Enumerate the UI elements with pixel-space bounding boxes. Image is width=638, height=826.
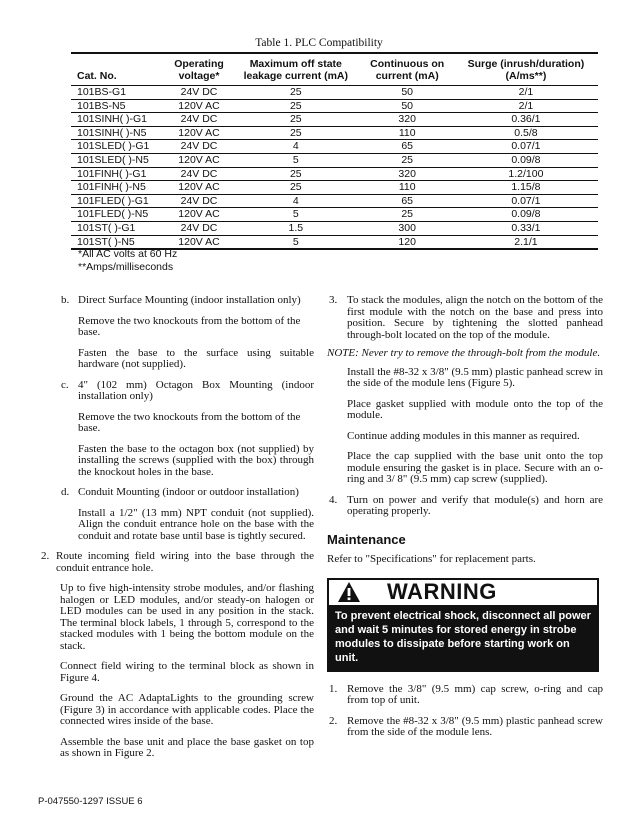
step-label: 3. (329, 294, 338, 306)
table-cell: 0.33/1 (454, 221, 598, 235)
table-row (71, 235, 598, 249)
step-b (36, 295, 314, 307)
table-cell: 4 (231, 194, 361, 208)
warning-triangle-icon (337, 581, 361, 603)
paragraph: Install a 1/2" (13 mm) NPT conduit (not supplied). Align the conduit entrance hole on the base with the conduit and rotate base until base is tightly secured. (78, 506, 314, 542)
paragraph: Remove the two knockouts from the bottom of the base. (78, 410, 301, 434)
paragraph: Assemble the base unit and place the base gasket on top as shown in Figure 2. (60, 735, 314, 759)
table-cell: 320 (361, 167, 454, 181)
step-title: Turn on power and verify that module(s) and horn are operating properly. (347, 493, 603, 517)
table-cell: 50 (361, 99, 454, 113)
column-header-line: Operating (174, 58, 224, 70)
warning-header (329, 580, 597, 605)
table-cell: 0.09/8 (454, 208, 598, 222)
column-header-line: voltage* (178, 70, 220, 82)
column-header-line: (A/ms**) (505, 70, 547, 82)
table-header (71, 53, 598, 86)
warning-text: To prevent electrical shock, disconnect all power and wait 5 minutes for stored energy in strobe modules to dissipate before starting work on unit. (329, 605, 597, 670)
paragraph: Connect field wiring to the terminal block as shown in Figure 4. (60, 660, 314, 684)
document-footer: P-047550-1297 ISSUE 6 (38, 796, 143, 807)
step-d (36, 487, 314, 499)
paragraph: Fasten the base to the octagon box (not supplied) by installing the screws (supplied with the box) through the knockout holes in the base. (78, 442, 314, 478)
plc-compatibility-table (71, 52, 598, 250)
table-cell: 2/1 (454, 86, 598, 100)
paragraph: Place the cap supplied with the base unit onto the top module ensuring the gasket is in place. Secure with an o-ring and 3/ 8" (9.5 mm) cap screw (supplied). (347, 450, 603, 485)
header-row (71, 53, 598, 86)
column-header-line: current (mA) (375, 70, 439, 82)
table-row (71, 126, 598, 140)
table-cell: 0.36/1 (454, 113, 598, 127)
table-cell: 101SINH( )-N5 (71, 126, 167, 140)
table-cell: 101FLED( )-N5 (71, 208, 167, 222)
step-3 (327, 295, 603, 341)
table-cell: 120V AC (167, 208, 231, 222)
table-cell: 24V DC (167, 113, 231, 127)
paragraph: Ground the AC AdaptaLights to the grounding screw (Figure 3) in accordance with applicable codes. Place the connected wires inside of the base. (60, 692, 314, 727)
step-2 (36, 551, 314, 574)
step-label: 1. (329, 682, 338, 695)
table-cell: 25 (231, 99, 361, 113)
step-title: To stack the modules, align the notch on the bottom of the first module with the notch on the base and press into position. Secure by tightening the slotted panhead through-bolt located on the top of the module. (347, 294, 603, 341)
table-cell: 25 (361, 153, 454, 167)
table-cell: 0.5/8 (454, 126, 598, 140)
table-cell: 65 (361, 194, 454, 208)
table-cell: 101BS-N5 (71, 99, 167, 113)
table-cell: 110 (361, 181, 454, 195)
table-cell: 4 (231, 140, 361, 154)
table-cell: 101FINH( )-N5 (71, 181, 167, 195)
table-cell: 0.09/8 (454, 153, 598, 167)
step-title: 4" (102 mm) Octagon Box Mounting (indoor installation only) (78, 378, 314, 402)
step-c (36, 380, 314, 403)
column-header-line: Continuous on (370, 58, 445, 70)
maint-step-2 (327, 716, 603, 739)
column-header-line: Maximum off state (249, 58, 342, 70)
column-header-line: Surge (inrush/duration) (467, 58, 585, 70)
table-cell: 0.07/1 (454, 194, 598, 208)
step-label: b. (61, 294, 70, 306)
table-row (71, 221, 598, 235)
table-cell: 101SLED( )-G1 (71, 140, 167, 154)
table-caption: Table 1. PLC Compatibility (255, 37, 383, 49)
table-cell: 1.5 (231, 221, 361, 235)
table-cell: 120V AC (167, 153, 231, 167)
table-row (71, 86, 598, 100)
paragraph: Place gasket supplied with module onto the top of the module. (347, 397, 603, 421)
table-cell: 110 (361, 126, 454, 140)
table-cell: 101FINH( )-G1 (71, 167, 167, 181)
step-text: Remove the 3/8" (9.5 mm) cap screw, o-ring and cap from top of unit. (347, 682, 603, 706)
table-row (71, 113, 598, 127)
column-header (454, 53, 598, 86)
warning-box (327, 578, 599, 672)
table-cell: 25 (231, 86, 361, 100)
section-heading: Maintenance (327, 531, 406, 547)
table-row (71, 208, 598, 222)
table-cell: 120V AC (167, 235, 231, 249)
table-cell: 2.1/1 (454, 235, 598, 249)
table-cell: 120V AC (167, 99, 231, 113)
step-title: Direct Surface Mounting (indoor installation only) (78, 294, 301, 306)
column-header-line: Cat. No. (77, 70, 117, 82)
table-cell: 25 (231, 126, 361, 140)
table-cell: 120V AC (167, 126, 231, 140)
table-cell: 5 (231, 153, 361, 167)
right-column (327, 295, 603, 739)
table-note: *All AC volts at 60 Hz (78, 248, 178, 260)
left-column (36, 295, 314, 760)
table-row (71, 194, 598, 208)
table-row (71, 153, 598, 167)
step-label: 2. (41, 550, 50, 562)
paragraph: Remove the two knockouts from the bottom of the base. (78, 314, 301, 338)
table-cell: 5 (231, 235, 361, 249)
paragraph: Refer to "Specifications" for replacement parts. (327, 553, 536, 565)
table-cell: 2/1 (454, 99, 598, 113)
table-cell: 300 (361, 221, 454, 235)
column-header (231, 53, 361, 86)
step-label: d. (61, 486, 70, 498)
table-cell: 101FLED( )-G1 (71, 194, 167, 208)
column-header (71, 53, 167, 86)
column-header (167, 53, 231, 86)
table-cell: 101ST( )-G1 (71, 221, 167, 235)
table-cell: 101SINH( )-G1 (71, 113, 167, 127)
column-header-line (77, 58, 165, 70)
step-text: Remove the #8-32 x 3/8" (9.5 mm) plastic panhead screw from the side of the module lens. (347, 714, 603, 738)
table-cell: 24V DC (167, 86, 231, 100)
paragraph: Install the #8-32 x 3/8" (9.5 mm) plastic panhead screw in the side of the module lens (Figure 5). (347, 365, 603, 389)
step-label: 2. (329, 714, 338, 727)
table-cell: 0.07/1 (454, 140, 598, 154)
warning-title: WARNING (387, 579, 497, 605)
step-title: Route incoming field wiring into the base through the conduit entrance hole. (56, 550, 314, 574)
table-body (71, 86, 598, 250)
table-cell: 5 (231, 208, 361, 222)
step-4 (327, 495, 603, 518)
table-cell: 101SLED( )-N5 (71, 153, 167, 167)
column-header-line: leakage current (mA) (243, 70, 349, 82)
table-cell: 50 (361, 86, 454, 100)
table-notes (78, 248, 177, 274)
table-cell: 24V DC (167, 221, 231, 235)
table-cell: 320 (361, 113, 454, 127)
table-cell: 24V DC (167, 167, 231, 181)
paragraph: Up to five high-intensity strobe modules, and/or flashing halogen or LED modules, and/or steady-on halogen or LED modules can be used in any position in the stack. The terminal block labels, 1 through 5, correspond to the stacked modules with 1 being the bottom module on the stack. (60, 582, 314, 652)
table-cell: 25 (231, 113, 361, 127)
table-cell: 24V DC (167, 194, 231, 208)
step-title: Conduit Mounting (indoor or outdoor installation) (78, 486, 299, 498)
maint-step-1 (327, 684, 603, 707)
table-note: **Amps/milliseconds (78, 261, 174, 273)
step-label: c. (61, 378, 69, 391)
table-cell: 65 (361, 140, 454, 154)
table-cell: 25 (231, 181, 361, 195)
table-cell: 1.2/100 (454, 167, 598, 181)
table-row (71, 99, 598, 113)
table-cell: 1.15/8 (454, 181, 598, 195)
table-cell: 101BS-G1 (71, 86, 167, 100)
table-row (71, 140, 598, 154)
note: NOTE: Never try to remove the through-bolt from the module. (327, 347, 601, 359)
table-cell: 120 (361, 235, 454, 249)
table-cell: 24V DC (167, 140, 231, 154)
table-cell: 120V AC (167, 181, 231, 195)
paragraph: Continue adding modules in this manner as required. (347, 429, 580, 442)
step-label: 4. (329, 493, 338, 506)
paragraph: Fasten the base to the surface using suitable hardware (not supplied). (78, 346, 314, 370)
table-cell: 25 (361, 208, 454, 222)
table-row (71, 167, 598, 181)
table-cell: 25 (231, 167, 361, 181)
column-header (361, 53, 454, 86)
table-row (71, 181, 598, 195)
table-cell: 101ST( )-N5 (71, 235, 167, 249)
